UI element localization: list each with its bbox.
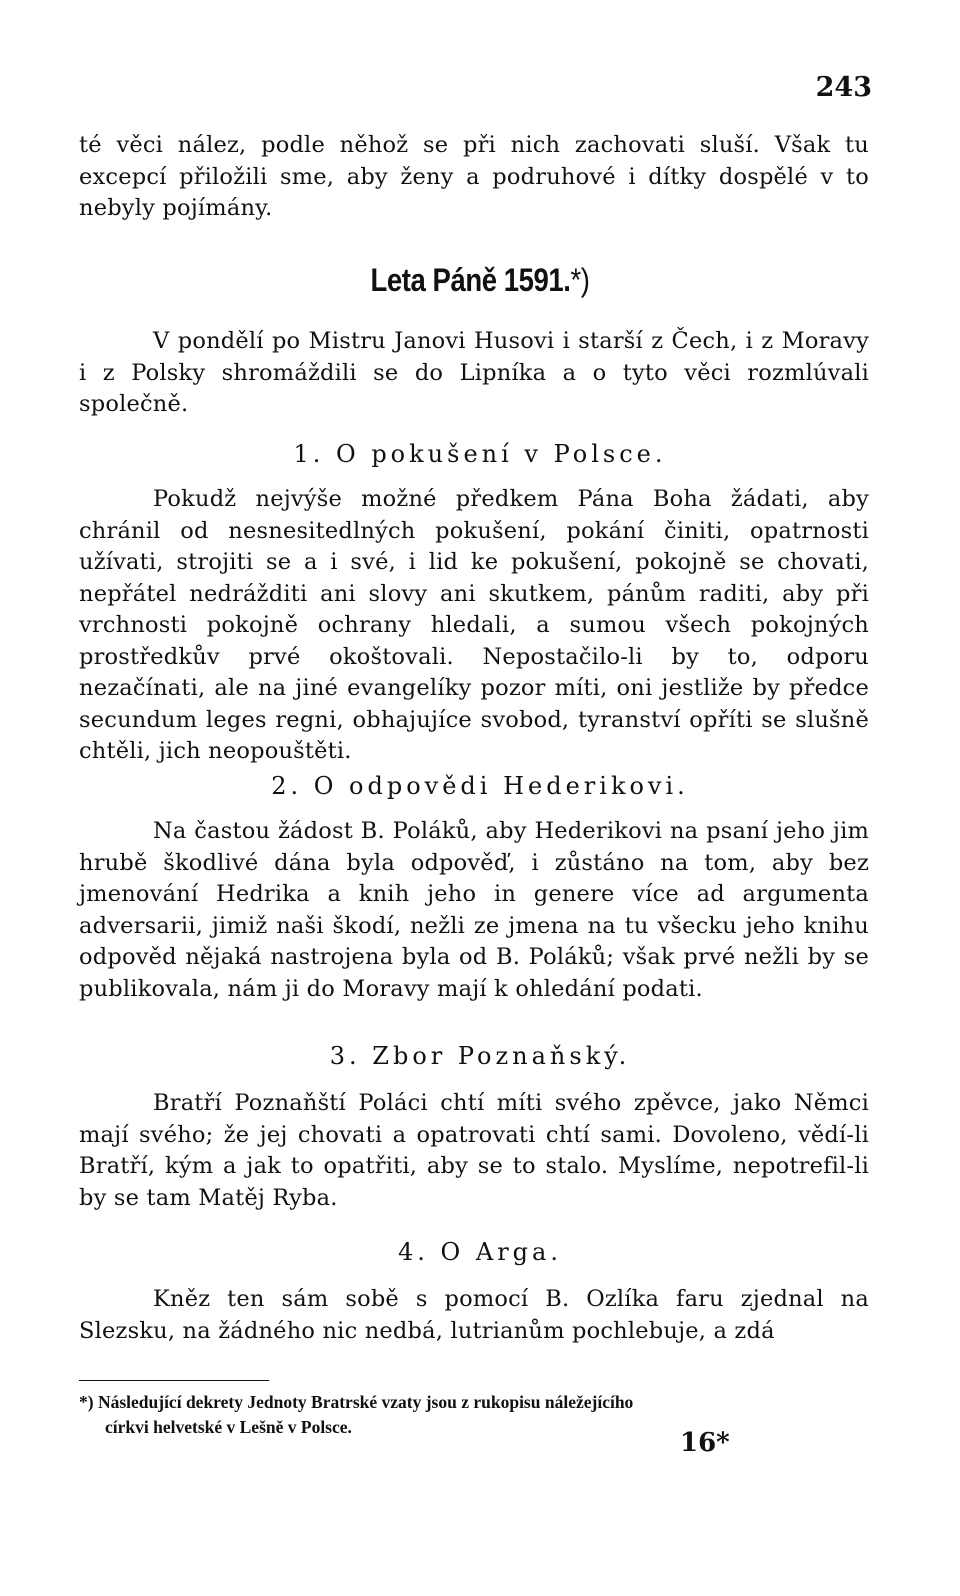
footnote-line-2: církvi helvetské v Lešně v Polsce. <box>105 1417 352 1437</box>
paragraph-assembly: V pondělí po Mistru Janovi Husovi i starší z Čech, i z Moravy i z Polsky shromáždili se do Lipníka a o tyto věci rozmlúvali společně. <box>79 328 869 417</box>
page-number: 243 <box>815 72 872 103</box>
footnote-mark: *) <box>79 1392 94 1412</box>
section-heading-3: 3. Zbor Poznaňský. <box>329 1042 631 1070</box>
year-heading <box>67 262 893 299</box>
section-heading-2: 2. O odpovědi Hederikovi. <box>271 772 689 800</box>
signature-mark: 16* <box>680 1428 730 1458</box>
footnote-reference: *) <box>570 262 590 298</box>
year-heading-text: Leta Páně 1591. <box>370 262 571 298</box>
paragraph-section-1: Pokudž nejvýše možné předkem Pána Boha žádati, aby chránil od nesnesitedlných pokušení, pokání činiti, opatrnosti užívati, strojiti se a i své, i lid ke pokušení, pokojně se chovati, nepřátel nedrážditi ani slovy ani skutkem, pánům raditi, aby při vrchnosti pokojně ochrany hledali, a sumou všech pokojných prostředkův prvé okoštovali. Nepostačilo-li by to, odporu nezačínati, ale na jiné evangelíky pozor míti, oni jestliže by předce secundum leges regni, obhajujíce svobod, tyranství opříti se slušně chtěli, jich neopouštěti. <box>79 486 869 764</box>
section-heading-4: 4. O Arga. <box>398 1238 562 1266</box>
footnote-divider <box>79 1380 269 1381</box>
paragraph-intro: té věci nález, podle něhož se při nich zachovati sluší. Však tu excepcí přiložili sme, aby ženy a podruhové i dítky dospělé v to nebyly pojímány. <box>79 132 869 221</box>
section-heading-1: 1. O pokušení v Polsce. <box>293 440 667 468</box>
paragraph-section-2: Na častou žádost B. Poláků, aby Hederikovi na psaní jeho jim hrubě škodlivé dána byla odpověď, i zůstáno na tom, aby bez jmenování Hedrika a knih jeho in genere více ad argumenta adversarii, jimiž naši škodí, nežli ze jmena na tu všecku jeho knihu odpověd nějaká nastrojena byla od B. Poláků; však prvé nežli by se publikovala, nám ji do Moravy mají k ohledání podati. <box>79 818 869 1002</box>
paragraph-section-3: Bratří Poznaňští Poláci chtí míti svého zpěvce, jako Němci mají svého; že jej chovati a opatrovati chtí sami. Dovoleno, vědí-li Bratří, kým a jak to opatřiti, aby se to stalo. Myslíme, nepotrefil-li by se tam Matěj Ryba. <box>79 1090 869 1211</box>
paragraph-section-4: Kněz ten sám sobě s pomocí B. Ozlíka faru zjednal na Slezsku, na žádného nic nedbá, lutrianům pochlebuje, a zdá <box>79 1286 869 1344</box>
footnote <box>79 1390 869 1440</box>
footnote-line-1: Následující dekrety Jednoty Bratrské vzaty jsou z rukopisu náležejícího <box>97 1392 634 1412</box>
